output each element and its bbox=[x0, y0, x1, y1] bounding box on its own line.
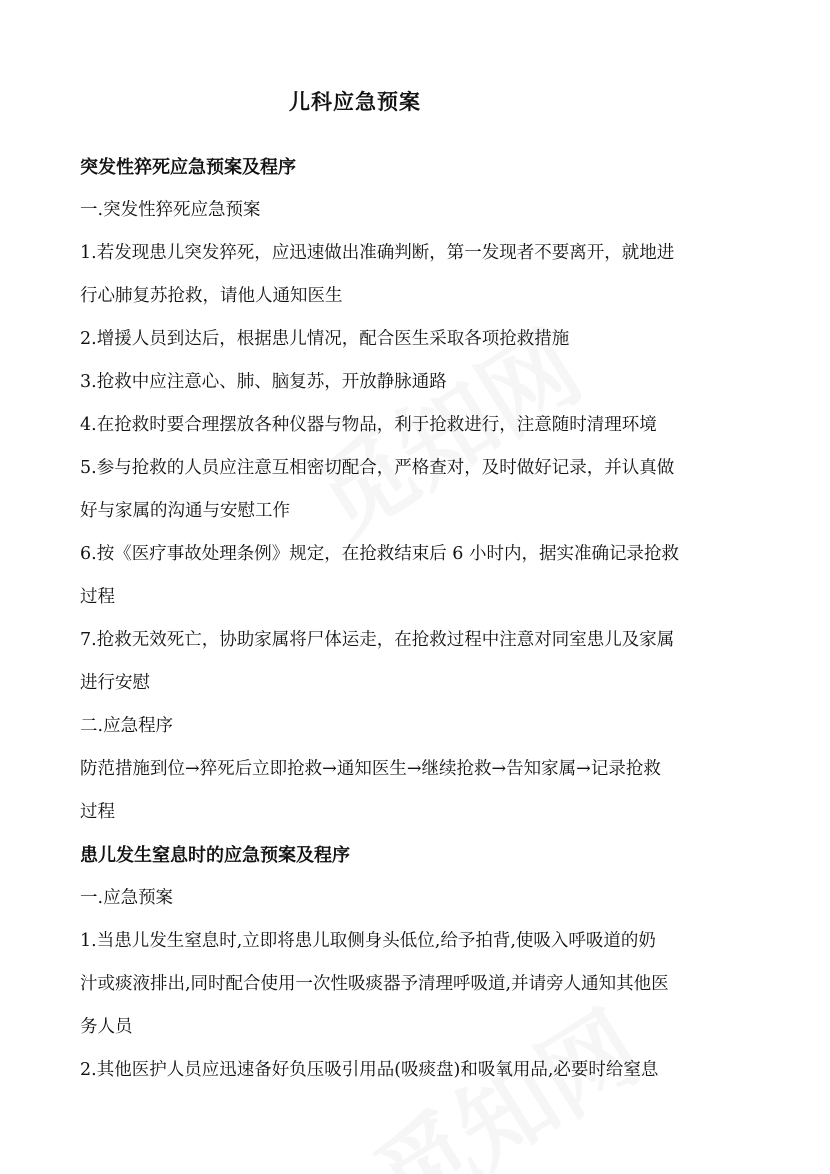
paragraph-line: 二.应急程序 bbox=[80, 716, 174, 736]
paragraph-line: 进行安慰 bbox=[80, 673, 150, 693]
document-body bbox=[80, 146, 750, 1092]
paragraph-line: 一.应急预案 bbox=[80, 888, 174, 908]
section-heading: 患儿发生窒息时的应急预案及程序 bbox=[80, 845, 350, 866]
paragraph-line: 2.增援人员到达后，根据患儿情况，配合医生采取各项抢救措施 bbox=[80, 329, 570, 349]
paragraph-line: 过程 bbox=[80, 802, 115, 822]
paragraph-line: 过程 bbox=[80, 587, 115, 607]
paragraph-line: 汁或痰液排出,同时配合使用一次性吸痰器予清理呼吸道,并请旁人通知其他医 bbox=[80, 974, 669, 994]
paragraph-line: 6.按《医疗事故处理条例》规定，在抢救结束后 6 小时内，据实准确记录抢救 bbox=[80, 544, 679, 564]
paragraph-line: 好与家属的沟通与安慰工作 bbox=[80, 501, 290, 521]
paragraph-line: 1.若发现患儿突发猝死，应迅速做出准确判断，第一发现者不要离开，就地进 bbox=[80, 243, 675, 263]
paragraph-line: 务人员 bbox=[80, 1017, 133, 1037]
paragraph-line: 5.参与抢救的人员应注意互相密切配合，严格查对，及时做好记录，并认真做 bbox=[80, 458, 675, 478]
paragraph-line: 1.当患儿发生窒息时,立即将患儿取侧身头低位,给予拍背,使吸入呼吸道的奶 bbox=[80, 931, 656, 951]
paragraph-line: 2.其他医护人员应迅速备好负压吸引用品(吸痰盘)和吸氧用品,必要时给窒息 bbox=[80, 1060, 659, 1080]
paragraph-line: 防范措施到位→猝死后立即抢救→通知医生→继续抢救→告知家属→记录抢救 bbox=[80, 759, 661, 779]
document-title: 儿科应急预案 bbox=[289, 90, 421, 114]
paragraph-line: 4.在抢救时要合理摆放各种仪器与物品，利于抢救进行，注意随时清理环境 bbox=[80, 415, 657, 435]
section-heading: 突发性猝死应急预案及程序 bbox=[80, 157, 296, 178]
paragraph-line: 一.突发性猝死应急预案 bbox=[80, 200, 261, 220]
paragraph-line: 行心肺复苏抢救，请他人通知医生 bbox=[80, 286, 343, 306]
paragraph-line: 3.抢救中应注意心、肺、脑复苏，开放静脉通路 bbox=[80, 372, 447, 392]
paragraph-line: 7.抢救无效死亡，协助家属将尸体运走，在抢救过程中注意对同室患儿及家属 bbox=[80, 630, 675, 650]
